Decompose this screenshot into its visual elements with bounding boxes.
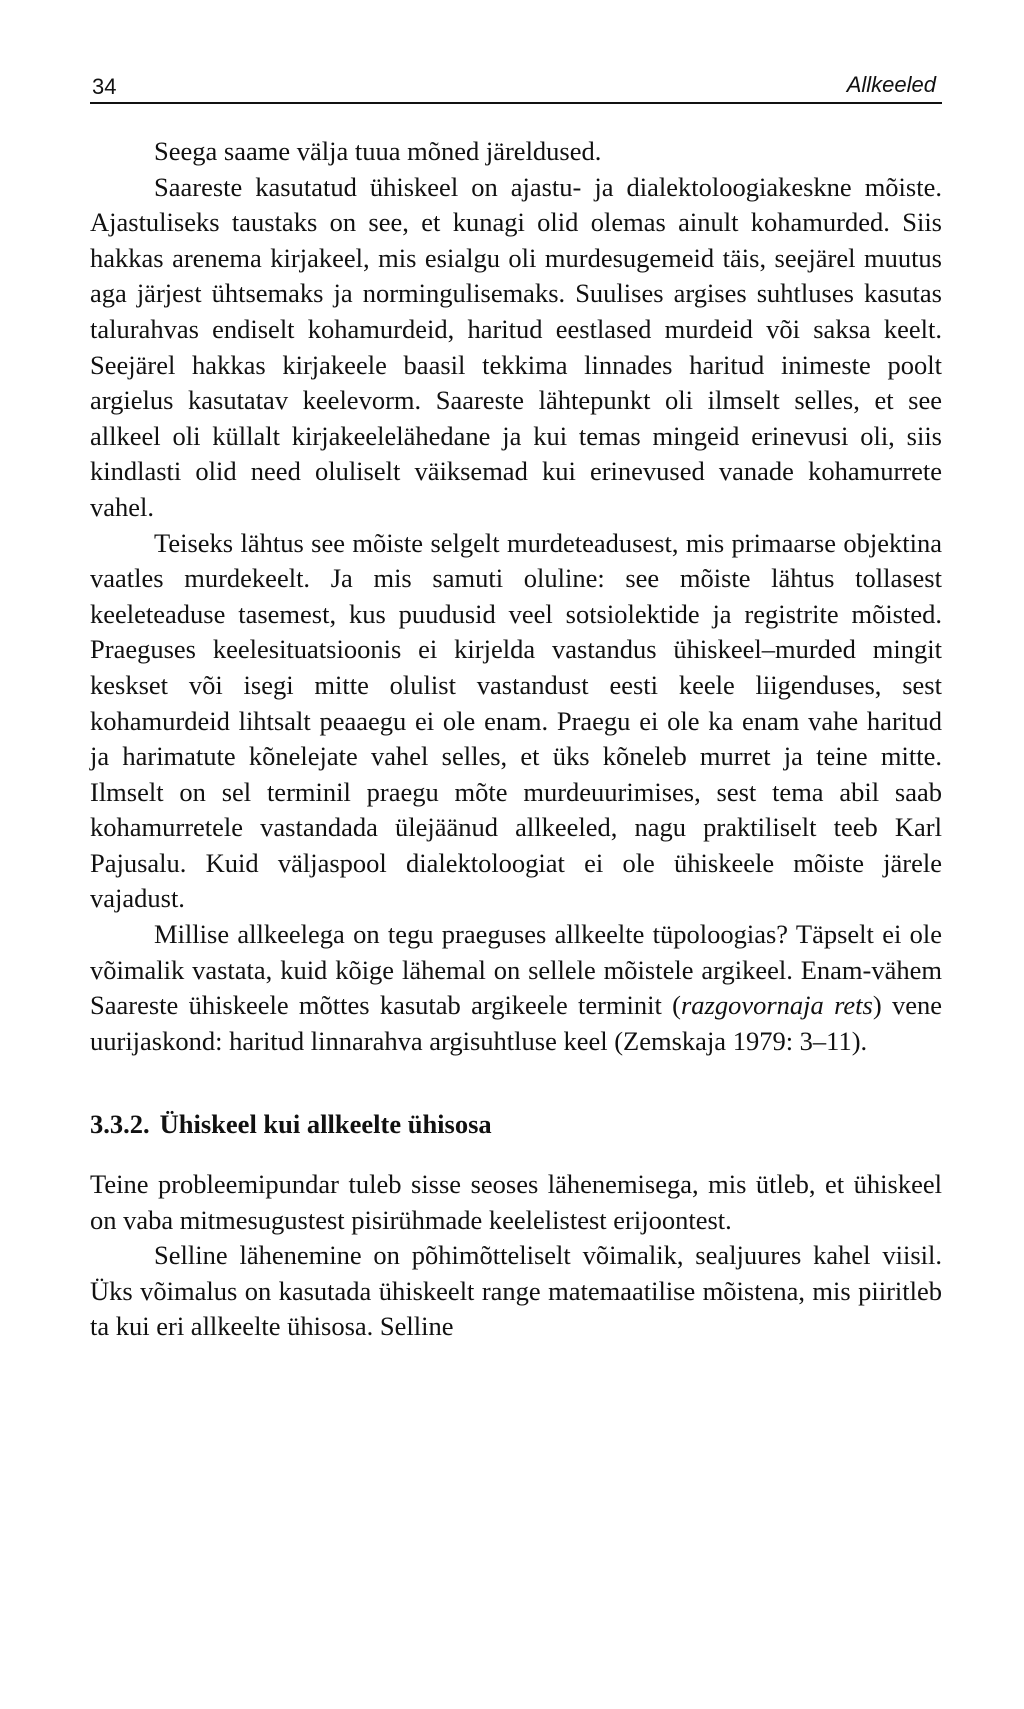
paragraph-6: Selline lähenemine on põhimõtteliselt võimalik, sealjuures kahel viisil. Üks võimalus on kasutada ühiskeelt range matemaatilise mõistena, mis piiritleb ta kui eri allkeelte ühisosa. Selline <box>90 1240 942 1342</box>
section-number: 3.3.2. <box>90 1109 150 1140</box>
paragraph-4-text-end: ) vene uurijaskond: haritud linnarahva argisuhtluse keel (Zemskaja 1979: 3–11). <box>90 990 942 1056</box>
running-head: Allkeeled <box>846 72 936 97</box>
paragraph-4-italic-term: razgovornaja rets <box>680 990 873 1021</box>
paragraph-4-text-start: Millise allkeelega on tegu praeguses allkeelte tüpoloogias? Täpselt ei ole võimalik vastata, kuid kõige lähemal on sellele mõistele argikeel. Enam-vähem Saareste ühiskeele mõttes kasutab argikeele terminit ( <box>90 919 942 1021</box>
paragraph-5: Teine probleemipundar tuleb sisse seoses lähenemisega, mis ütleb, et ühiskeel on vaba mitmesugustest pisirühmade keelelistest erijoontest. <box>90 1169 942 1235</box>
book-page <box>90 66 942 1345</box>
paragraph-1: Seega saame välja tuua mõned järeldused. <box>154 136 602 166</box>
body-text <box>90 134 942 1345</box>
section-heading <box>90 1107 942 1143</box>
section-title: Ühiskeel kui allkeelte ühisosa <box>159 1109 492 1140</box>
page-number: 34 <box>92 74 117 99</box>
paragraph-4 <box>90 917 942 1059</box>
paragraph-3: Teiseks lähtus see mõiste selgelt murdeteadusest, mis primaarse objektina vaatles murdekeelt. Ja mis samuti oluline: see mõiste lähtus tollasest keeleteaduse tasemest, kus puudusid veel sotsiolektide ja registrite mõisted. Praeguses keelesituatsioonis ei kirjelda vastandus ühiskeel–murded mingit keskset või isegi mitte olulist vastandust eesti keele liigenduses, sest kohamurdeid lihtsalt peaaegu ei ole enam. Praegu ei ole ka enam vahe haritud ja harimatute kõnelejate vahel selles, et üks kõneleb murret ja teine mitte. Ilmselt on sel terminil praegu mõte murdeuurimises, sest tema abil saab kohamurretele vastandada ülejäänud allkeeled, nagu praktiliselt teeb Karl Pajusalu. Kuid väljaspool dialektoloogiat ei ole ühiskeele mõiste järele vajadust. <box>90 527 942 914</box>
paragraph-2: Saareste kasutatud ühiskeel on ajastu- ja dialektoloogiakeskne mõiste. Ajastuliseks taustaks on see, et kunagi olid olemas ainult kohamurded. Siis hakkas arenema kirjakeel, mis esialgu oli murdesugemeid täis, seejärel muutus aga järjest ühtsemaks ja normingulisemaks. Suulises argises suhtluses kasutas talurahvas endiselt kohamurdeid, haritud eestlased murdeid või saksa keelt. Seejärel hakkas kirjakeele baasil tekkima linnades haritud inimeste poolt argielus kasutatav keelevorm. Saareste lähtepunkt oli ilmselt selles, et see allkeel oli küllalt kirjakeelelähedane ja kui temas mingeid erinevusi oli, siis kindlasti olid need oluliselt väiksemad kui erinevused vanade kohamurrete vahel. <box>90 171 942 522</box>
page-header <box>90 66 942 104</box>
